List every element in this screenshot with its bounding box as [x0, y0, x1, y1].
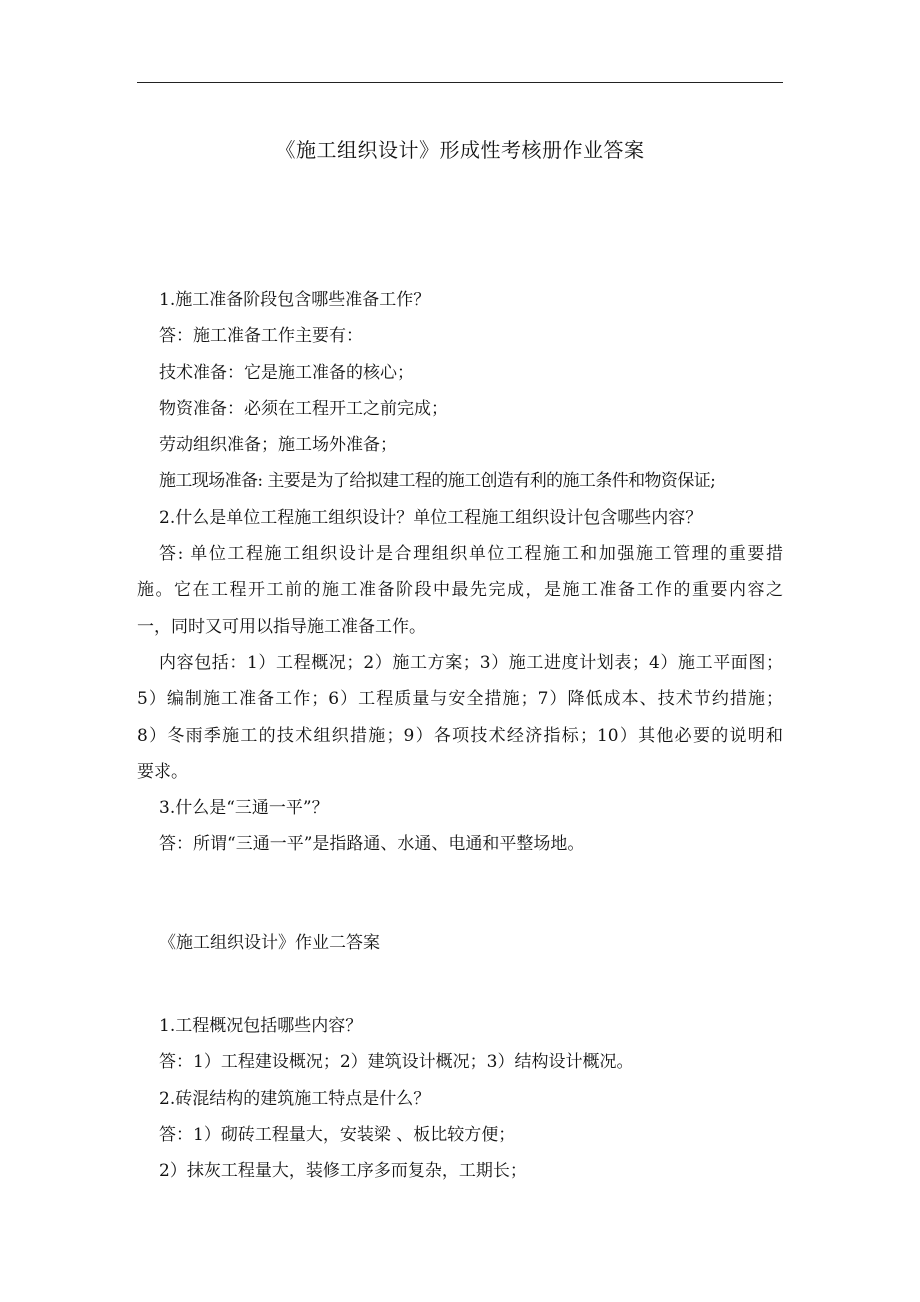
document-body — [137, 282, 783, 1190]
answer-2-contents-3: 8）冬雨季施工的技术组织措施；9）各项技术经济指标；10）其他必要的说明和 — [137, 725, 783, 746]
answer-1-intro: 答：施工准备工作主要有： — [159, 326, 363, 347]
header-rule — [137, 82, 783, 83]
section-2-answer-2-line-2: 2）抹灰工程量大，装修工序多而复杂，工期长； — [159, 1161, 527, 1182]
section-2-answer-2-line-1: 答：1）砌砖工程量大，安装梁 、板比较方便； — [159, 1124, 516, 1145]
answer-2-line-3: 一，同时又可用以指导施工准备工作。 — [137, 616, 426, 637]
question-3: 3.什么是“三通一平”？ — [159, 798, 329, 819]
section-spacer — [137, 961, 783, 1008]
answer-3: 答：所谓“三通一平”是指路通、水通、电通和平整场地。 — [159, 834, 585, 855]
answer-2-contents-1: 内容包括：1）工程概况；2）施工方案；3）施工进度计划表；4）施工平面图； — [159, 652, 783, 673]
section-spacer — [137, 863, 783, 925]
section-2-question-2: 2.砖混结构的建筑施工特点是什么？ — [159, 1088, 431, 1109]
section-2-answer-1: 答：1）工程建设概况；2）建筑设计概况；3）结构设计概况。 — [159, 1052, 634, 1073]
answer-1-line-2: 物资准备：必须在工程开工之前完成； — [159, 398, 448, 419]
section-2-question-1: 1.工程概况包括哪些内容？ — [159, 1016, 363, 1037]
section-2-title: 《施工组织设计》作业二答案 — [159, 932, 380, 953]
answer-2-line-2: 施。它在工程开工前的施工准备阶段中最先完成，是施工准备工作的重要内容之 — [137, 580, 783, 601]
answer-2-contents-2: 5）编制施工准备工作；6）工程质量与安全措施；7）降低成本、技术节约措施； — [137, 689, 783, 710]
document-title: 《施工组织设计》形成性考核册作业答案 — [275, 138, 645, 162]
answer-1-line-1: 技术准备：它是施工准备的核心； — [159, 362, 414, 383]
question-1: 1.施工准备阶段包含哪些准备工作？ — [159, 290, 431, 310]
answer-1-line-4: 施工现场准备: 主要是为了给拟建工程的施工创造有利的施工条件和物资保证; — [159, 471, 716, 492]
question-2: 2.什么是单位工程施工组织设计？单位工程施工组织设计包含哪些内容？ — [159, 507, 703, 528]
answer-2-contents-4: 要求。 — [137, 761, 188, 782]
answer-1-line-3: 劳动组织准备；施工场外准备； — [159, 435, 397, 456]
answer-2-line-1: 答: 单位工程施工组织设计是合理组织单位工程施工和加强施工管理的重要措 — [159, 544, 783, 565]
